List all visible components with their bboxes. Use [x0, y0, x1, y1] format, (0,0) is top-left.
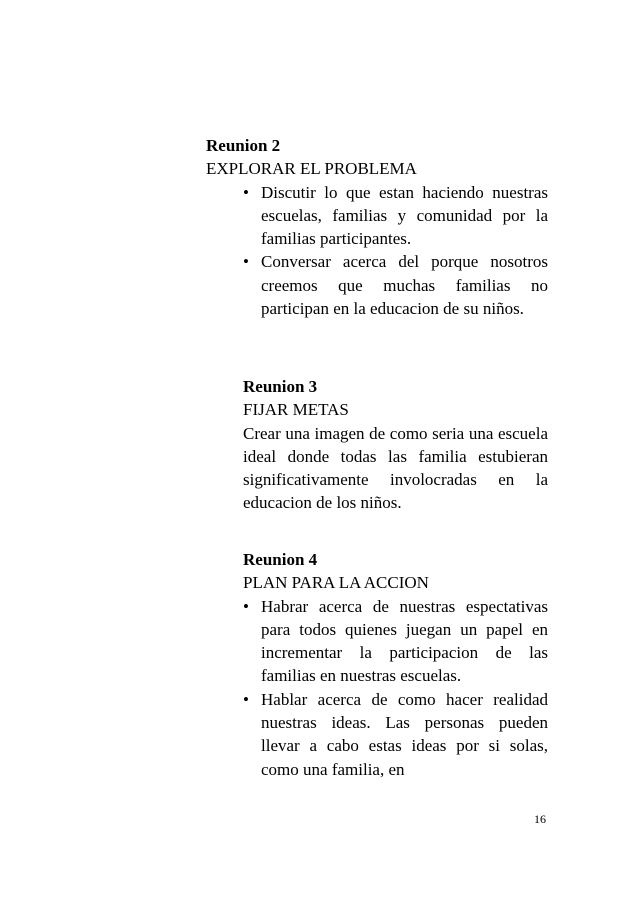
section-subtitle: PLAN PARA LA ACCION	[243, 573, 429, 593]
section-reunion-3	[243, 375, 548, 515]
bullet-list	[243, 595, 548, 781]
section-reunion-2	[206, 134, 548, 320]
bullet-icon: •	[243, 252, 249, 272]
list-item-text: Conversar acerca del porque nosotros creemos que muchas familias no participan en la educacion de su niños.	[261, 252, 548, 319]
section-title: Reunion 2	[206, 136, 281, 155]
section-subtitle: FIJAR METAS	[243, 400, 349, 420]
section-paragraph: Crear una imagen de como seria una escuela ideal donde todas las familia estubieran significativamente involocradas en la educacion de los niños.	[243, 423, 548, 513]
section-title: Reunion 4	[243, 550, 318, 569]
section-title: Reunion 3	[243, 377, 318, 396]
bullet-icon: •	[243, 596, 249, 616]
list-item-text: Hablar acerca de como hacer realidad nuestras ideas. Las personas pueden llevar a cabo estas ideas por si solas, como una familia, en	[261, 689, 548, 779]
section-subtitle: EXPLORAR EL PROBLEMA	[206, 159, 417, 179]
list-item-text: Discutir lo que estan haciendo nuestras escuelas, familias y comunidad por la familias participantes.	[261, 182, 548, 249]
bullet-list	[243, 181, 548, 321]
page-number: 16	[534, 812, 546, 826]
bullet-icon: •	[243, 182, 249, 202]
list-item	[243, 250, 548, 320]
list-item-text: Habrar acerca de nuestras espectativas para todos quienes juegan un papel en incrementar la participacion de las familias en nuestras escuelas.	[261, 596, 548, 686]
section-reunion-4	[243, 548, 548, 781]
list-item	[243, 688, 548, 781]
bullet-icon: •	[243, 689, 249, 709]
list-item	[243, 181, 548, 251]
list-item	[243, 595, 548, 688]
